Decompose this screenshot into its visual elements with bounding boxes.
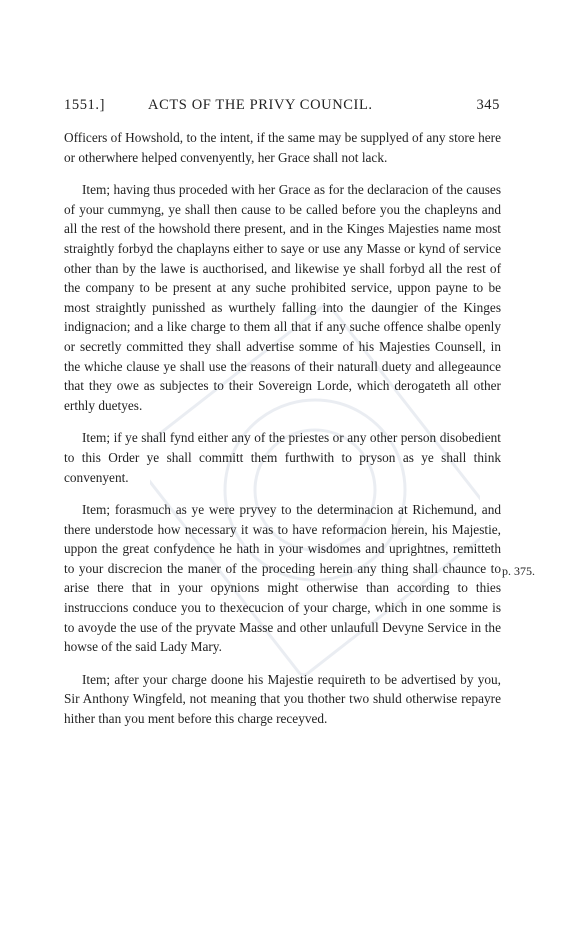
- header-title: ACTS OF THE PRIVY COUNCIL.: [148, 97, 373, 113]
- paragraph: Item; forasmuch as ye were pryvey to the determinacion at Richemund, and there understode how necessary it was to have reformacion herein, his Majestie, uppon the great confydence he hath in your wisdomes and uprightnes, remitteth to your discrecion the maner of the proceding herein any thing shall chaunce to arise there that in your opynions might otherwise than according to thies instruccions conduce you to thexecucion of your charge, which in one somme is to avoyde the use of the pryvate Masse and other unlaufull Devyne Service in the howse of the said Lady Mary.: [64, 502, 501, 655]
- marginal-page-reference: p. 375.: [502, 564, 535, 578]
- paragraph: Item; after your charge doone his Majestie requireth to be advertised by you, Sir Anthony Wingfeld, not meaning that you thother two shuld otherwise repayre hither than you ment before this charge receyved.: [64, 671, 501, 727]
- paragraph: Item; if ye shall fynd either any of the priestes or any other person disobedient to this Order ye shall committ them furthwith to pryson as ye shall think convenyent.: [64, 430, 501, 485]
- header-year: 1551.]: [64, 97, 106, 113]
- body-text: [64, 128, 501, 742]
- paragraph: Item; having thus proceded with her Grace as for the declaracion of the causes of your cummyng, ye shall then cause to be called before you the chapleyns and all the rest of the howshold there present, and in the Kinges Majesties name most straightly forbyd the chaplayns either to saye or use any Masse or kynd of service other than by the lawe is aucthorised, and likewise ye shall forbyd all the rest of the company to be present at any suche prohibited service, uppon payne to be most straightly punisshed as wurthely falling into the daungier of the Kinges indignacion; and a like charge to them all that if any suche offence shalbe openly or secretly committed they shall advertise somme of his Majesties Counsell, in the whiche clause ye shall use the reasons of their naturall duety and allegeaunce that they owe as subjectes to their Sovereign Lorde, which derogateth all other erthly duetyes.: [64, 182, 501, 413]
- page-number: 345: [476, 97, 500, 113]
- running-header: [64, 97, 500, 117]
- paragraph: Officers of Howshold, to the intent, if the same may be supplyed of any store here or otherwhere helped convenyently, her Grace shall not lack.: [64, 130, 501, 165]
